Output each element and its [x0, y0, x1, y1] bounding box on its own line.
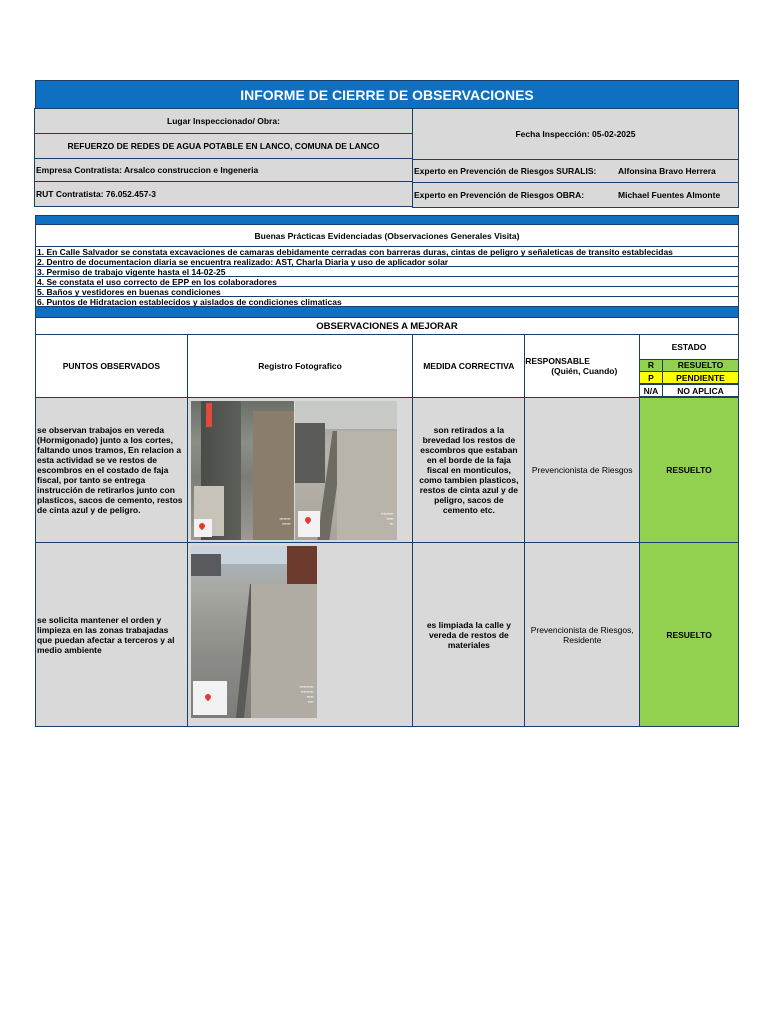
col-estado — [639, 334, 739, 398]
experto-obra-label: Experto en Prevención de Riesgos OBRA: — [414, 190, 585, 200]
legend-label: PENDIENTE — [662, 371, 739, 384]
punto-observado: se observan trabajos en vereda (Hormigonado) junto a los cortes, faltando unos tramos, En relacion a esta actividad se ve restos de escombros en el costado de faja fiscal, por tanto se entrega instrucción de retirarlos junto con plasticos, sacos de cemento, restos de cinta azul y de peligro. — [35, 397, 188, 543]
observaciones-heading: OBSERVACIONES A MEJORAR — [35, 317, 739, 335]
legend-code: N/A — [639, 384, 663, 397]
header-right — [413, 109, 739, 239]
experto-suralis-name: Alfonsina Bravo Herrera — [618, 166, 716, 176]
report-title: INFORME DE CIERRE DE OBSERVACIONES — [35, 80, 739, 109]
experto-suralis-label: Experto en Prevención de Riesgos SURALIS: — [414, 166, 597, 176]
col-responsable-subtitle: (Quién, Cuando) — [551, 366, 618, 376]
col-estado-title: ESTADO — [639, 334, 739, 360]
fecha-inspeccion: Fecha Inspección: 05-02-2025 — [412, 108, 739, 160]
experto-obra-row — [412, 182, 739, 208]
buena-practica-item: 1. En Calle Salvador se constata excavaciones de camaras debidamente cerradas con barreras duras, cintas de peligro y señaleticas de transito establecidas — [35, 246, 739, 257]
registro-fotografico — [187, 542, 414, 727]
buenas-practicas-heading: Buenas Prácticas Evidenciadas (Observaciones Generales Visita) — [35, 224, 739, 247]
col-registro-fotografico: Registro Fotografico — [187, 334, 414, 398]
legend-code: P — [639, 371, 663, 384]
legend-code: R — [639, 359, 663, 372]
buena-practica-item: 3. Permiso de trabajo vigente hasta el 14-02-25 — [35, 266, 739, 277]
responsable: Prevencionista de Riesgos, Residente — [524, 542, 640, 727]
medida-correctiva: son retirados a la brevedad los restos de escombros que estaban en el borde de la faja fiscal en monticulos, como tambien plasticos, restos de cinta azul y de peligro, sacos de cemento etc. — [412, 397, 525, 543]
responsable: Prevencionista de Riesgos — [524, 397, 640, 543]
report-sheet — [35, 80, 739, 727]
rut-contratista: RUT Contratista: 76.052.457-3 — [34, 181, 413, 207]
buena-practica-item: 2. Dentro de documentacion diaria se encuentra realizado: AST, Charla Diaria y uso de aplicador solar — [35, 256, 739, 267]
col-responsable — [524, 334, 640, 398]
lugar-label: Lugar Inspeccionado/ Obra: — [34, 108, 413, 134]
medida-correctiva: es limpiada la calle y vereda de restos de materiales — [412, 542, 525, 727]
col-puntos-observados: PUNTOS OBSERVADOS — [35, 334, 188, 398]
estado-badge: RESUELTO — [639, 397, 739, 543]
col-medida-correctiva: MEDIDA CORRECTIVA — [412, 334, 525, 398]
buena-practica-item: 4. Se constata el uso correcto de EPP en los colaboradores — [35, 276, 739, 287]
legend-label: NO APLICA — [662, 384, 739, 397]
buena-practica-item: 5. Baños y vestidores en buenas condiciones — [35, 286, 739, 297]
buena-practica-item: 6. Puntos de Hidratacion establecidos y aislados de condiciones climaticas — [35, 296, 739, 307]
photo-excavacion: ▪▪▪▪▪▪▪▪ ▪▪▪▪▪▪ — [191, 401, 294, 540]
experto-obra-name: Michael Fuentes Almonte — [618, 190, 721, 200]
experto-suralis-row — [412, 159, 739, 183]
col-responsable-title: RESPONSABLE — [525, 356, 590, 366]
lugar-value: REFUERZO DE REDES DE AGUA POTABLE EN LANCO, COMUNA DE LANCO — [34, 133, 413, 159]
estado-badge: RESUELTO — [639, 542, 739, 727]
observation-row — [35, 543, 739, 727]
header-block — [35, 109, 739, 239]
header-left — [35, 109, 413, 239]
registro-fotografico — [187, 397, 414, 543]
observation-row — [35, 398, 739, 543]
photo-calle-limpia: ▪▪▪▪▪▪▪▪▪▪ ▪▪▪▪▪▪▪▪▪ ▪▪▪▪▪ ▪▪▪▪ — [191, 546, 317, 718]
empresa-contratista: Empresa Contratista: Arsalco construccion e Ingeneria — [34, 158, 413, 182]
punto-observado: se solicita mantener el orden y limpieza en las zonas trabajadas que puedan afectar a terceros y al medio ambiente — [35, 542, 188, 727]
legend-label: RESUELTO — [662, 359, 739, 372]
observaciones-header-row — [35, 335, 739, 398]
photo-vereda: ▪▪▪▪▪▪▪▪▪ ▪▪▪▪▪ ▪▪▪ — [295, 401, 397, 540]
